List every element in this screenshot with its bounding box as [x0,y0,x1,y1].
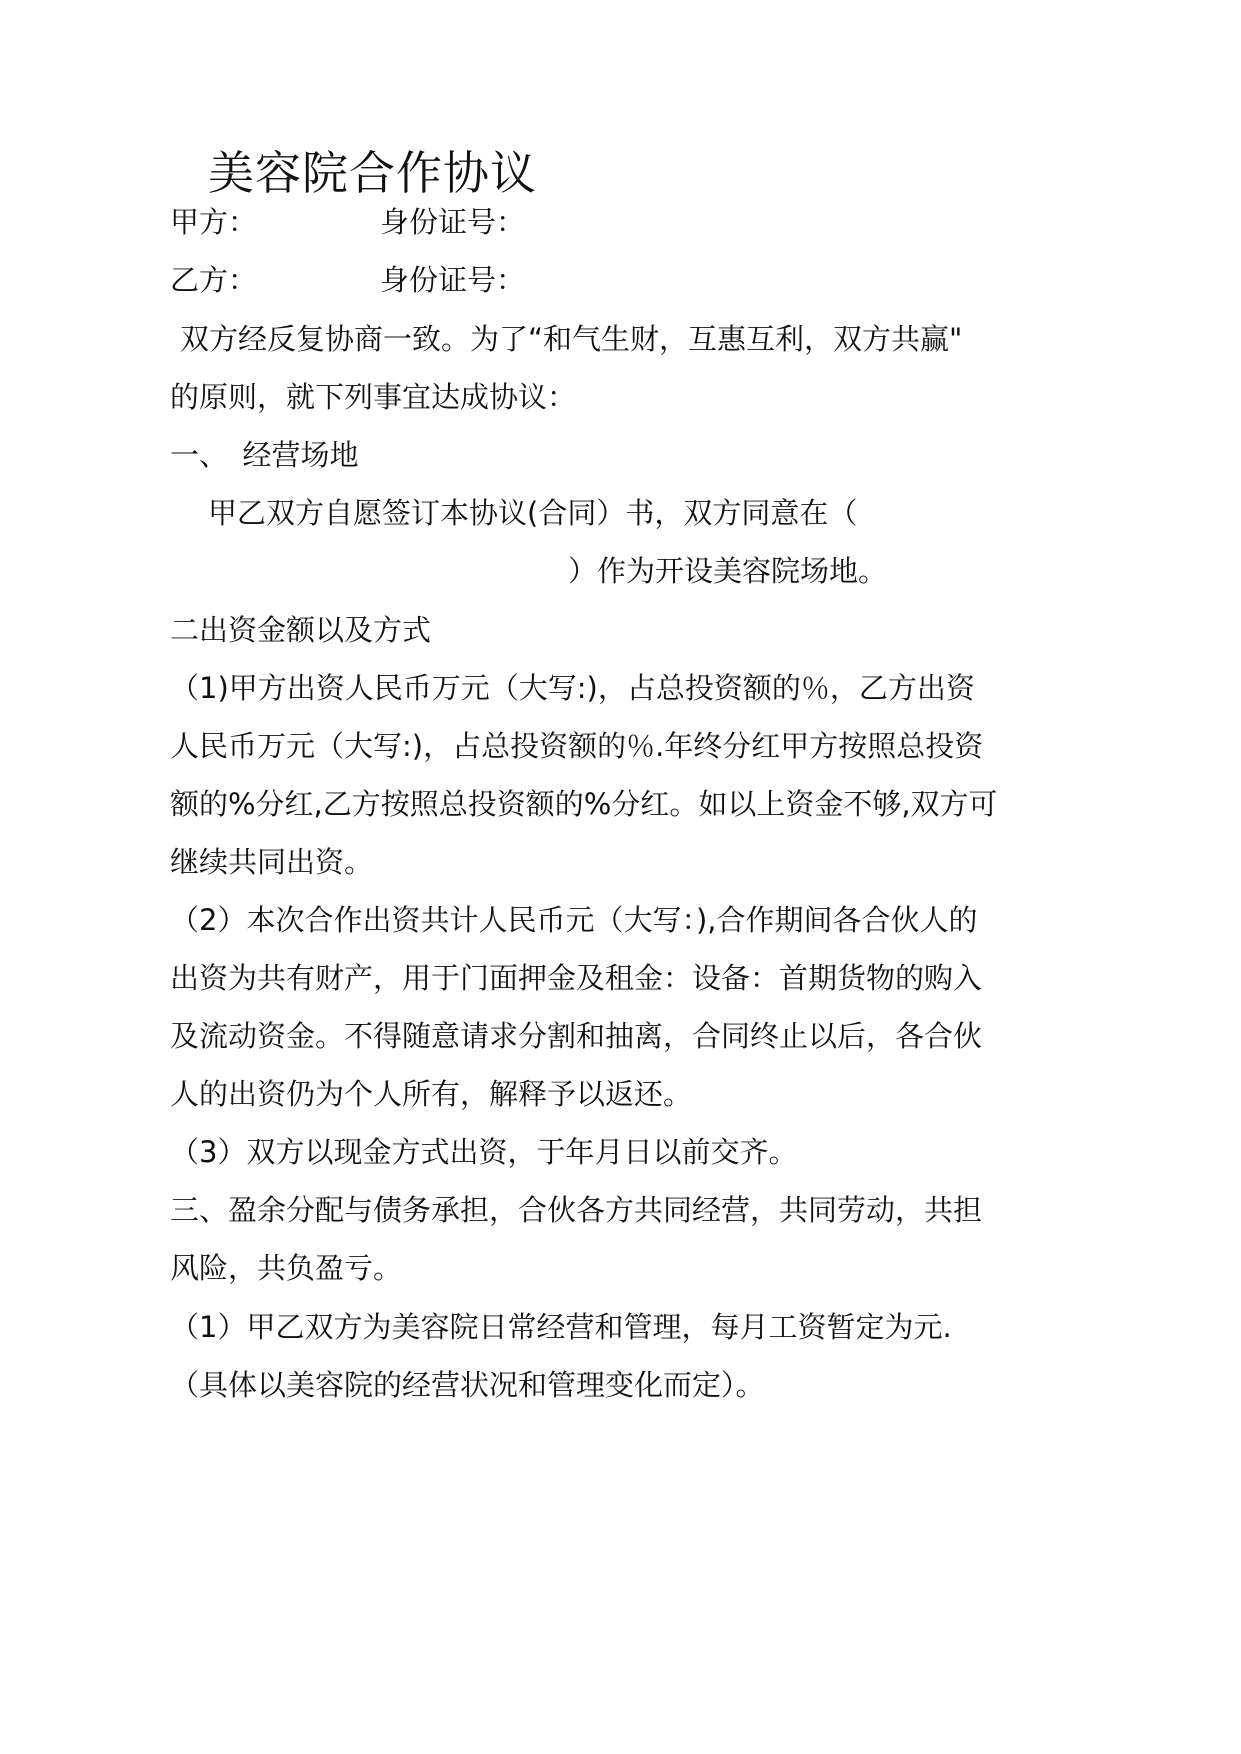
intro-line-1: 双方经反复协商一致。为了“和气生财，互惠互利，双方共赢" [180,322,963,356]
section-3-line-2: 风险，共负盈亏。 [170,1251,403,1285]
party-a-id-label: 身份证号： [380,205,526,239]
section-2-item-2-line-3: 及流动资金。不得随意请求分割和抽离，合同终止以后，各合伙 [170,1019,983,1053]
section-2-item-1-line-4: 继续共同出资。 [170,845,374,879]
section-2-item-1-line-2: 人民币万元（大写:)，占总投资额的％.年终分红甲方按照总投资 [170,729,984,763]
party-b-label: 乙方： [170,263,258,297]
party-b-id-label: 身份证号： [380,263,526,297]
section-3-item-1-line-2: （具体以美容院的经营状况和管理变化而定）。 [170,1368,765,1402]
section-2-item-3-line-1: （3）双方以现金方式出资，于年月日以前交齐。 [170,1135,798,1169]
section-2-item-1-line-1: （1)甲方出资人民币万元（大写:)，占总投资额的％，乙方出资 [170,671,975,705]
intro-line-2: 的原则，就下列事宜达成协议： [170,380,577,414]
section-1-line-2: ）作为开设美容院场地。 [568,554,888,588]
document-title: 美容院合作协议 [208,146,537,200]
section-1-line-1: 甲乙双方自愿签订本协议(合同）书，双方同意在（ [208,496,858,530]
section-2-item-2-line-2: 出资为共有财产，用于门面押金及租金：设备：首期货物的购入 [170,961,983,995]
section-2-item-2-line-1: （2）本次合作出资共计人民币元（大写：),合作期间各合伙人的 [170,903,978,937]
section-2-item-1-line-3: 额的%分红,乙方按照总投资额的%分红。如以上资金不够,双方可 [170,787,998,821]
party-a-label: 甲方： [170,205,258,239]
section-2-heading: 二出资金额以及方式 [170,613,432,647]
section-3-line-1: 三、盈余分配与债务承担，合伙各方共同经营，共同劳动，共担 [170,1193,983,1227]
section-1-heading: 一、 经营场地 [170,438,359,472]
section-2-item-2-line-4: 人的出资仍为个人所有，解释予以返还。 [170,1077,693,1111]
section-3-item-1-line-1: （1）甲乙双方为美容院日常经营和管理，每月工资暂定为元. [170,1310,952,1344]
